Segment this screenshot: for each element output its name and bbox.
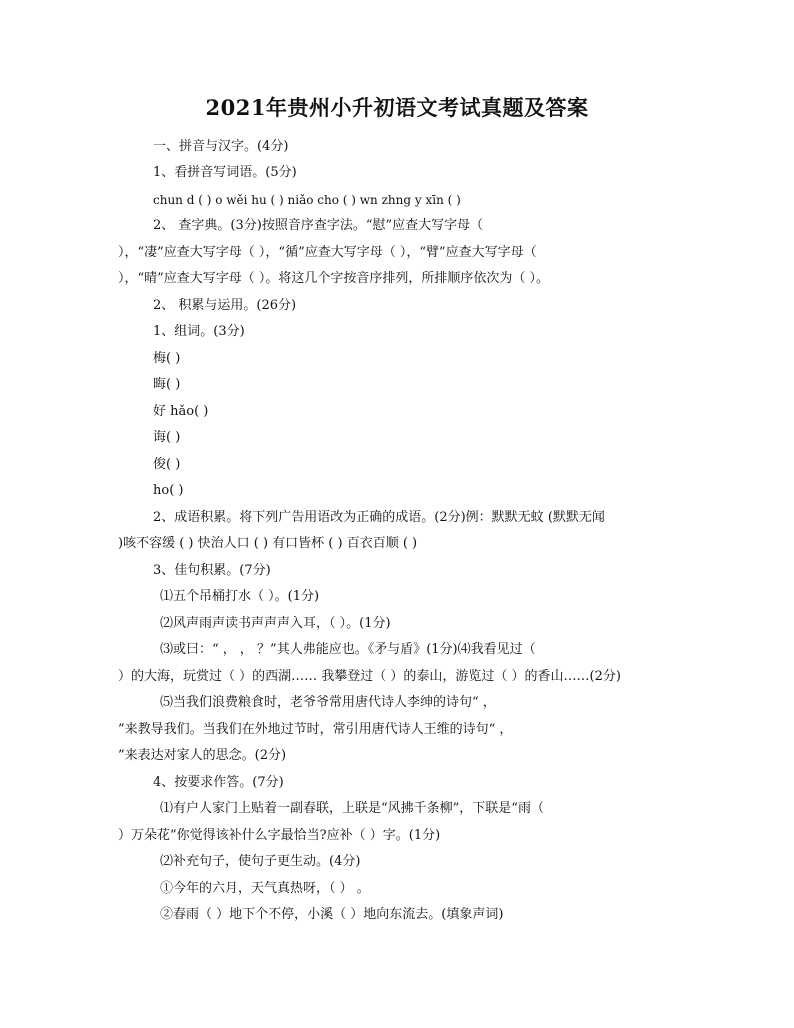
question-1-2: 2、 查字典。(3分)按照音序查字法。“慰”应查大写字母（: [153, 218, 484, 233]
question-2-3-item-5-cont-2: ”来表达对家人的思念。(2分): [118, 748, 287, 763]
pinyin-line: chun d ( ) o wěi hu ( ) niǎo cho ( ) wn zhng y xīn ( ): [153, 193, 461, 207]
question-2-4-sub-1: ①今年的六月，天气真热呀，（ ） 。: [160, 881, 370, 896]
section-1-heading: 一、拼音与汉字。(4分): [153, 139, 289, 154]
question-1-2-cont-2: ），“晴”应查大写字母（ ）。将这几个字按音序排列，所排顺序依次为（ ）。: [118, 271, 550, 286]
question-2-4-item-1: ⑴有户人家门上贴着一副春联，上联是“风拂千条柳”，下联是“雨（: [160, 801, 544, 816]
word-item: 梅( ): [153, 351, 181, 366]
question-2-4-item-1-cont: ）万朵花”你觉得该补什么字最恰当?应补（ ）字。(1分): [118, 828, 441, 843]
question-2-4: 4、按要求作答。(7分): [153, 775, 284, 790]
page-title: 2021年贵州小升初语文考试真题及答案: [205, 95, 589, 120]
section-2-heading: 2、 积累与运用。(26分): [153, 298, 297, 313]
question-2-2: 2、成语积累。将下列广告用语改为正确的成语。(2分)例：默默无蚊 (默默无闻: [153, 510, 605, 525]
question-2-3: 3、佳句积累。(7分): [153, 563, 271, 578]
question-2-4-item-2: ⑵补充句子，使句子更生动。(4分): [160, 854, 361, 869]
question-2-3-item-3: ⑶或曰：“ ， ， ？”其人弗能应也。《矛与盾》(1分)⑷我看见过（: [160, 642, 536, 657]
question-1-1: 1、看拼音写词语。(5分): [153, 165, 297, 180]
word-item: 晦( ): [153, 377, 181, 392]
word-item: 俊( ): [153, 457, 181, 472]
word-item: ho( ): [153, 483, 184, 498]
question-2-3-item-4-cont: ）的大海，玩赏过（ ）的西湖…… 我攀登过（ ）的泰山，游览过（ ）的香山……(2分): [118, 669, 621, 684]
question-2-4-sub-2: ②春雨（ ）地下个不停，小溪（ ）地向东流去。(填象声词): [160, 907, 504, 922]
question-2-3-item-2: ⑵风声雨声读书声声声入耳，（ ）。(1分): [160, 616, 391, 631]
question-2-1: 1、组词。(3分): [153, 324, 245, 339]
question-1-2-cont-1: ），“凄”应查大写字母（ ），“循”应查大写字母（ ），“臂”应查大写字母（: [118, 245, 537, 260]
question-2-3-item-1: ⑴五个吊桶打水（ ）。(1分): [160, 589, 320, 604]
question-2-3-item-5: ⑸当我们浪费粮食时，老爷爷常用唐代诗人李绅的诗句“ ，: [160, 695, 496, 710]
word-item: 好 hǎo( ): [153, 404, 209, 419]
word-item: 诲( ): [153, 430, 181, 445]
question-2-3-item-5-cont-1: ”来教导我们。当我们在外地过节时，常引用唐代诗人王维的诗句“ ，: [118, 722, 513, 737]
question-2-2-cont: )咳不容缓 ( ) 快治人口 ( ) 有口皆杯 ( ) 百衣百顺 ( ): [118, 536, 418, 551]
